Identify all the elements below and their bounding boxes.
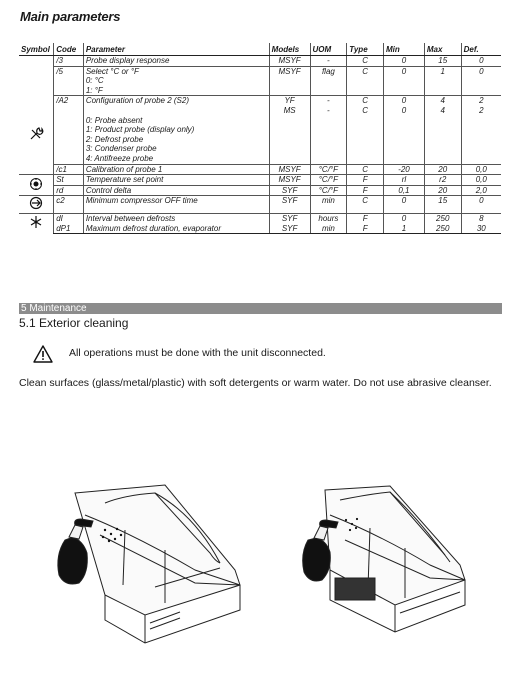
type-text: F <box>362 213 368 223</box>
header-type: Type <box>347 43 384 56</box>
cell-parameter <box>83 196 269 214</box>
models-text: MS <box>283 105 296 115</box>
cell-parameter <box>83 56 269 67</box>
cell-max <box>424 196 461 214</box>
thermostat-icon <box>29 184 43 193</box>
cell-type <box>347 196 384 214</box>
max-text: 15 <box>438 196 448 206</box>
max-text: 1 <box>440 66 445 76</box>
symbol-cell <box>19 175 54 196</box>
cell-code <box>54 213 84 223</box>
cell-models <box>269 185 310 196</box>
parameter-text: Select °C or °F <box>85 66 139 76</box>
max-text: r2 <box>439 175 447 185</box>
type-text: F <box>362 185 368 195</box>
cell-models <box>269 196 310 214</box>
header-min: Min <box>384 43 425 56</box>
min-text: 0 <box>401 56 407 65</box>
cell-def <box>461 175 501 186</box>
min-text: 0 <box>401 213 407 223</box>
table-row <box>19 66 501 96</box>
cell-models <box>269 175 310 186</box>
parameter-text: Minimum compressor OFF time <box>85 196 198 206</box>
def-text: 2,0 <box>475 185 487 195</box>
cell-uom <box>310 56 347 67</box>
header-models: Models <box>269 43 310 56</box>
parameter-text: Configuration of probe 2 (S2) <box>85 96 189 106</box>
code-text: /A2 <box>56 96 69 106</box>
cell-code <box>54 56 84 67</box>
parameter-text: Interval between defrosts <box>85 213 176 223</box>
display-case-spray-cleaning-right <box>300 480 480 640</box>
models-text: YF <box>284 96 295 106</box>
min-text: 0 <box>401 105 407 115</box>
parameter-text: 0: Probe absent <box>85 115 143 125</box>
code-text: /c1 <box>56 164 67 174</box>
parameter-text: Temperature set point <box>85 175 164 185</box>
models-text: SYF <box>281 213 298 223</box>
parameter-text: 4: Antifreeze probe <box>85 153 154 163</box>
cell-def <box>461 196 501 214</box>
parameter-text: Control delta <box>85 185 132 195</box>
code-text: /5 <box>56 66 63 76</box>
cell-type <box>347 213 384 223</box>
min-text: rl <box>401 175 407 185</box>
cell-models <box>269 224 310 234</box>
cell-type <box>347 56 384 67</box>
cell-parameter <box>83 175 269 186</box>
table-row <box>19 96 501 164</box>
table-row <box>19 164 501 175</box>
cell-uom <box>310 196 347 214</box>
cell-type <box>347 224 384 234</box>
table-row <box>19 213 501 223</box>
uom-text: °C/°F <box>318 185 339 195</box>
def-text: 0 <box>479 196 484 206</box>
snowflake-defrost-icon <box>29 222 43 231</box>
cell-def <box>461 185 501 196</box>
models-text: MSYF <box>278 66 301 76</box>
max-text: 4 <box>440 105 445 115</box>
cell-def <box>461 213 501 223</box>
max-text: 20 <box>438 164 448 174</box>
cell-parameter <box>83 213 269 223</box>
table-row <box>19 224 501 234</box>
cell-type <box>347 66 384 96</box>
def-text: 0 <box>479 56 484 65</box>
parameter-text: 0: °C <box>85 76 104 86</box>
header-def: Def. <box>461 43 501 56</box>
cell-uom <box>310 224 347 234</box>
cell-type <box>347 185 384 196</box>
def-text: 0,0 <box>475 175 487 185</box>
max-text: 250 <box>436 213 450 223</box>
compressor-icon <box>29 203 43 212</box>
code-text: dI <box>56 213 63 223</box>
parameter-text: Maximum defrost duration, evaporator <box>85 223 221 233</box>
cell-models <box>269 56 310 67</box>
min-text: 0 <box>401 196 407 206</box>
cell-def <box>461 96 501 164</box>
cell-min <box>384 175 425 186</box>
code-text: c2 <box>56 196 65 206</box>
exterior-cleaning-subheading: 5.1 Exterior cleaning <box>19 316 129 330</box>
uom-text: min <box>321 223 335 233</box>
cell-code <box>54 66 84 96</box>
parameter-text <box>86 106 267 116</box>
header-symbol: Symbol <box>19 43 54 56</box>
symbol-cell <box>19 56 54 175</box>
cell-max <box>424 185 461 196</box>
max-text: 15 <box>438 56 448 65</box>
cell-type <box>347 96 384 164</box>
cell-code <box>54 175 84 186</box>
def-text: 2 <box>479 105 484 115</box>
type-text: F <box>362 223 368 233</box>
cell-min <box>384 96 425 164</box>
code-text: dP1 <box>56 223 71 233</box>
def-text: 30 <box>476 223 486 233</box>
uom-text: min <box>321 196 335 206</box>
symbol-cell <box>19 213 54 233</box>
cell-max <box>424 56 461 67</box>
models-text: MSYF <box>278 164 301 174</box>
display-case-spray-cleaning-left <box>45 475 245 645</box>
cell-max <box>424 164 461 175</box>
cell-code <box>54 96 84 164</box>
parameter-text: 3: Condenser probe <box>85 144 157 154</box>
cell-type <box>347 175 384 186</box>
min-text: 0 <box>401 96 407 106</box>
uom-text: hours <box>318 213 339 223</box>
models-text: SYF <box>281 196 298 206</box>
header-uom: UOM <box>310 43 347 56</box>
warning-text: All operations must be done with the unit disconnected. <box>69 347 326 359</box>
models-text: MSYF <box>278 56 301 65</box>
uom-text: - <box>327 105 330 115</box>
parameter-text: Calibration of probe 1 <box>85 164 163 174</box>
def-text: 0 <box>479 66 484 76</box>
cell-uom <box>310 96 347 164</box>
header-parameter: Parameter <box>83 43 269 56</box>
cell-code <box>54 224 84 234</box>
cell-code <box>54 185 84 196</box>
table-header-row <box>19 43 501 56</box>
wrench-icon <box>28 135 44 144</box>
cell-models <box>269 96 310 164</box>
type-text: C <box>362 164 369 174</box>
models-text: MSYF <box>278 175 301 185</box>
section-title: Main parameters <box>20 9 121 24</box>
max-text: 4 <box>440 96 445 106</box>
cell-models <box>269 213 310 223</box>
cell-type <box>347 164 384 175</box>
def-text: 2 <box>479 96 484 106</box>
cell-min <box>384 224 425 234</box>
cell-def <box>461 224 501 234</box>
min-text: 0 <box>401 66 407 76</box>
cell-uom <box>310 66 347 96</box>
cell-def <box>461 66 501 96</box>
cell-models <box>269 66 310 96</box>
cell-code <box>54 196 84 214</box>
table-row <box>19 185 501 196</box>
cell-min <box>384 185 425 196</box>
table-row <box>19 175 501 186</box>
cell-max <box>424 96 461 164</box>
max-text: 20 <box>438 185 448 195</box>
type-text: C <box>362 66 369 76</box>
cell-max <box>424 175 461 186</box>
cell-parameter <box>83 224 269 234</box>
min-text: -20 <box>398 164 410 174</box>
cell-def <box>461 56 501 67</box>
cell-min <box>384 196 425 214</box>
min-text: 0,1 <box>398 185 410 195</box>
cell-min <box>384 164 425 175</box>
type-text: F <box>362 175 368 185</box>
cell-def <box>461 164 501 175</box>
cell-min <box>384 56 425 67</box>
uom-text: - <box>327 56 330 65</box>
cell-code <box>54 164 84 175</box>
header-code: Code <box>54 43 84 56</box>
parameters-table <box>19 43 501 234</box>
cell-max <box>424 66 461 96</box>
code-text: rd <box>56 185 64 195</box>
maintenance-heading: 5 Maintenance <box>19 303 502 314</box>
table-row <box>19 56 501 67</box>
type-text: C <box>362 56 369 65</box>
parameter-text: 2: Defrost probe <box>85 134 144 144</box>
cell-uom <box>310 164 347 175</box>
uom-text: flag <box>321 66 335 76</box>
models-text: SYF <box>281 223 298 233</box>
models-text: SYF <box>281 185 298 195</box>
cell-min <box>384 213 425 223</box>
uom-text: °C/°F <box>318 164 339 174</box>
def-text: 8 <box>479 213 484 223</box>
max-text: 250 <box>436 223 450 233</box>
cell-models <box>269 164 310 175</box>
def-text: 0,0 <box>475 164 487 174</box>
cell-min <box>384 66 425 96</box>
type-text: C <box>362 105 369 115</box>
min-text: 1 <box>401 223 407 233</box>
cell-parameter <box>83 66 269 96</box>
cell-parameter <box>83 185 269 196</box>
parameter-text: 1: Product probe (display only) <box>85 125 195 135</box>
cleaning-instructions: Clean surfaces (glass/metal/plastic) with soft detergents or warm water. Do not use abrasive cleanser. <box>19 377 492 389</box>
cell-uom <box>310 213 347 223</box>
code-text: St <box>56 175 64 185</box>
parameter-text: 1: °F <box>85 85 103 95</box>
uom-text: - <box>327 96 330 106</box>
type-text: C <box>362 96 369 106</box>
warning-icon <box>33 345 53 368</box>
cell-parameter <box>83 164 269 175</box>
code-text: /3 <box>56 56 63 65</box>
type-text: C <box>362 196 369 206</box>
cell-parameter <box>83 96 269 164</box>
cell-uom <box>310 175 347 186</box>
parameter-text: Probe display response <box>85 56 170 65</box>
cell-max <box>424 224 461 234</box>
cell-uom <box>310 185 347 196</box>
header-max: Max <box>424 43 461 56</box>
symbol-cell <box>19 196 54 214</box>
cell-max <box>424 213 461 223</box>
uom-text: °C/°F <box>318 175 339 185</box>
table-row <box>19 196 501 214</box>
